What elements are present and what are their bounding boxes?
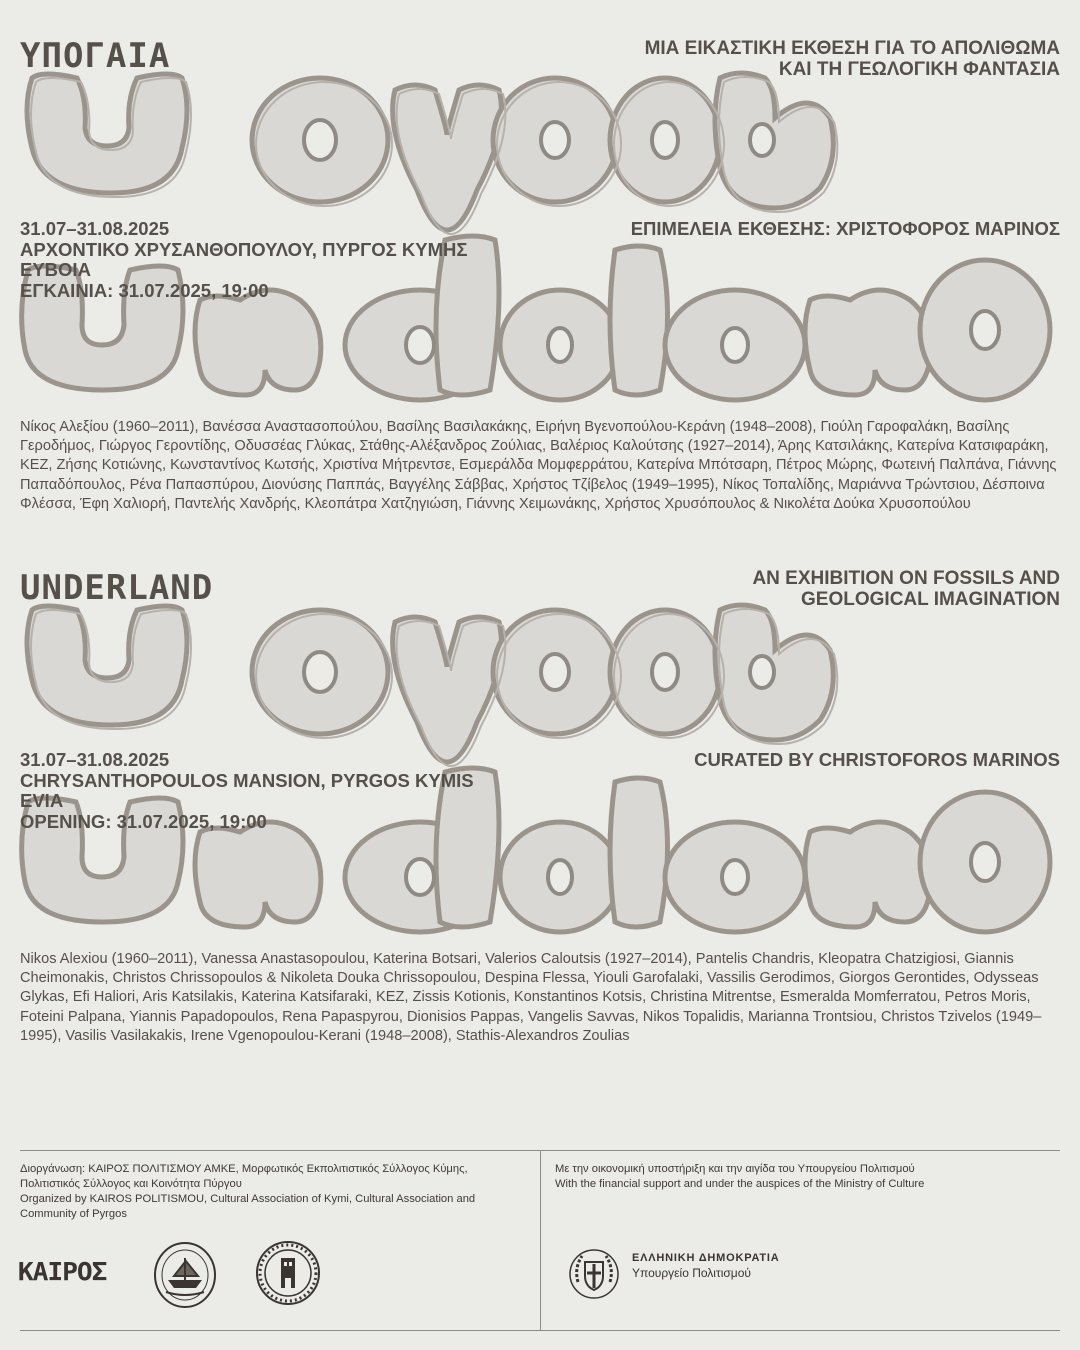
organizers-greek: Διοργάνωση: ΚΑΙΡΟΣ ΠΟΛΙΤΙΣΜΟΥ ΑΜΚΕ, Μορφωτικός Εκπολιτιστικός Σύλλογος Κύμης, Πολιτιστικός Σύλλογος και Κοινότητα Πύργου <box>20 1163 468 1190</box>
english-venue: CHRYSANTHOPOULOS MANSION, PYRGOS KYMIS <box>20 769 474 791</box>
english-artists-list: Nikos Alexiou (1960–2011), Vanessa Anastasopoulou, Katerina Botsari, Valerios Caloutsis (1927–2014), Pantelis Chandris, Kleopatra Chatzigiosi, Giannis Cheimonakis, Christos Chrissopoulos & Nikoleta Douka Chrissopoulou, Despina Flessa, Yiouli Garofalaki, Vassilis Gerodimos, Giorgos Gerontides, Odysseas Glykas, Efi Haliori, Aris Katsilakis, Katerina Katsifaraki, KEZ, Zissis Kotionis, Konstantinos Kotsis, Christina Mitrentse, Esmeralda Momferratou, Petros Moris, Foteini Palpana, Yiannis Papadopoulos, Rena Papaspyrou, Dionisios Pappas, Vangelis Savvas, Nikos Topalidis, Marianna Trontsiou, Christos Tzivelos (1949–1995), Vasilis Vasilakakis, Irene Vgenopoulou-Kerani (1948–2008), Stathis-Alexandros Zoulias <box>20 951 1042 1044</box>
english-event-info <box>20 750 474 832</box>
english-subtitle-line2: GEOLOGICAL IMAGINATION <box>801 589 1060 610</box>
ministry-line2: Υπουργείο Πολιτισμού <box>632 1266 751 1280</box>
footer-bottom-divider <box>20 1330 1060 1331</box>
english-dates: 31.07–31.08.2025 <box>20 749 170 770</box>
support-text <box>555 1162 1055 1192</box>
organizers-text <box>20 1162 530 1222</box>
greek-artists-list: Νίκος Αλεξίου (1960–2011), Βανέσσα Αναστασοπούλου, Βασίλης Βασιλακάκης, Ειρήνη Βγενοπούλου-Κεράνη (1948–2008), Γιούλη Γαροφαλάκη, Βασίλης Γεροδήμος, Γιώργος Γεροντίδης, Οδυσσέας Γλύκας, Στάθης-Αλέξανδρος Ζούλιας, Βαλέριος Καλούτσης (1927–2014), Άρης Κατσιλάκης, Κατερίνα Κατσιφαράκη, ΚΕΖ, Ζήσης Κοτιώνης, Κωνσταντίνος Κωτσής, Χριστίνα Μήτρεντσε, Εσμεράλδα Μομφερράτου, Κατερίνα Μπότσαρη, Πέτρος Μώρης, Φωτεινή Παλπάνα, Γιάννης Παπαδόπουλος, Ρένα Παπασπύρου, Διονύσης Παππάς, Βαγγέλης Σάββας, Χρήστος Τζίβελος (1949–1995), Νίκος Τοπαλίδης, Μαριάννα Τρώντσιου, Δέσποινα Φλέσσα, Έφη Χαλιορή, Παντελής Χανδρής, Κλεοπάτρα Χατζηγιώση, Γιάννης Χειμωνάκης, Χρήστος Χρυσόπουλος & Νικολέτα Δούκα Χρυσοπούλου <box>20 419 1057 512</box>
greek-subtitle-line2: ΚΑΙ ΤΗ ΓΕΩΛΟΓΙΚΗ ΦΑΝΤΑΣΙΑ <box>778 59 1060 80</box>
greek-subtitle <box>645 38 1060 80</box>
kairos-logo: ΚΑΙΡΟΣ <box>17 1257 107 1286</box>
kymi-association-seal-icon <box>150 1240 220 1310</box>
greek-venue: ΑΡΧΟΝΤΙΚΟ ΧΡΥΣΑΝΘΟΠΟΥΛΟΥ, ΠΥΡΓΟΣ ΚΥΜΗΣ <box>20 238 468 260</box>
greek-title: ΥΠΟΓΑΙΑ <box>20 36 171 76</box>
greek-subtitle-line1: ΜΙΑ ΕΙΚΑΣΤΙΚΗ ΕΚΘΕΣΗ ΓΙΑ ΤΟ ΑΠΟΛΙΘΩΜΑ <box>644 38 1060 59</box>
english-subtitle <box>752 568 1060 610</box>
greek-opening: ΕΓΚΑΙΝΙΑ: 31.07.2025, 19:00 <box>20 279 269 301</box>
hellenic-republic-emblem-icon <box>568 1248 620 1300</box>
english-opening: OPENING: 31.07.2025, 19:00 <box>20 810 267 832</box>
english-title: UNDERLAND <box>20 568 214 608</box>
english-subtitle-line1: AN EXHIBITION ON FOSSILS AND <box>752 568 1060 589</box>
footer-vertical-divider <box>540 1150 541 1330</box>
greek-curator: ΕΠΙΜΕΛΕΙΑ ΕΚΘΕΣΗΣ: ΧΡΙΣΤΟΦΟΡΟΣ ΜΑΡΙΝΟΣ <box>630 218 1060 239</box>
organizers-english: Organized by KAIROS POLITISMOU, Cultural Association of Kymi, Cultural Association and Community of Pyrgos <box>20 1193 476 1220</box>
support-english: With the financial support and under the auspices of the Ministry of Culture <box>555 1178 925 1190</box>
pyrgos-association-seal-icon <box>255 1240 321 1306</box>
ministry-line1: ΕΛΛΗΝΙΚΗ ΔΗΜΟΚΡΑΤΙΑ <box>632 1252 780 1264</box>
greek-dates: 31.07–31.08.2025 <box>20 218 170 239</box>
english-curator: CURATED BY CHRISTOFOROS MARINOS <box>694 749 1060 770</box>
support-greek: Με την οικονομική υποστήριξη και την αιγίδα του Υπουργείου Πολιτισμού <box>555 1163 915 1175</box>
english-region: EVIA <box>20 790 64 811</box>
ministry-logo-text <box>632 1252 779 1280</box>
greek-region: ΕΥΒΟΙΑ <box>20 259 91 280</box>
greek-event-info <box>20 219 467 301</box>
